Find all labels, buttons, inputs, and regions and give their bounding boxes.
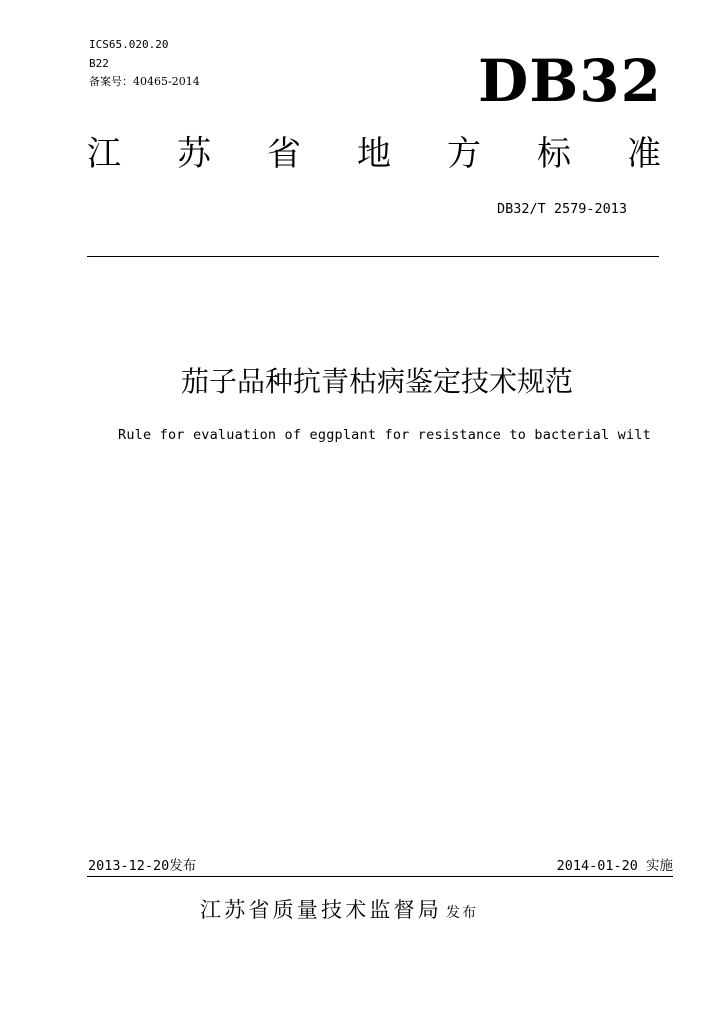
registration-label: 备案号： bbox=[89, 75, 133, 88]
standard-type-heading bbox=[87, 132, 661, 176]
title-chinese: 茄子品种抗青枯病鉴定技术规范 bbox=[180, 365, 573, 398]
bottom-divider bbox=[87, 876, 673, 877]
standard-type-char: 江 bbox=[87, 134, 121, 174]
classification-code: B22 bbox=[89, 57, 109, 70]
standard-type-char: 苏 bbox=[177, 134, 211, 174]
standard-type-char: 标 bbox=[537, 134, 571, 174]
implement-date bbox=[557, 857, 673, 875]
ics-code: ICS65.020.20 bbox=[89, 38, 169, 51]
publisher bbox=[200, 895, 478, 928]
registration-value: 40465-2014 bbox=[133, 75, 200, 88]
standard-type-char: 准 bbox=[627, 134, 661, 174]
implement-date-value: 2014-01-20 bbox=[556, 858, 638, 874]
standard-number: DB32/T 2579-2013 bbox=[496, 201, 627, 217]
registration-number bbox=[89, 75, 200, 89]
implement-date-label: 实施 bbox=[646, 858, 673, 874]
publisher-organization: 江苏省质量技术监督局 bbox=[200, 898, 442, 922]
standard-type-char: 地 bbox=[357, 134, 391, 174]
issue-date-value: 2013-12-20 bbox=[88, 858, 170, 874]
issue-date bbox=[88, 857, 196, 875]
issue-date-label: 发布 bbox=[169, 858, 197, 874]
top-divider bbox=[87, 256, 659, 257]
publisher-action: 发布 bbox=[446, 905, 478, 921]
standard-type-char: 省 bbox=[267, 134, 301, 174]
standard-code-logo: DB32 bbox=[477, 47, 662, 115]
title-english: Rule for evaluation of eggplant for resistance to bacterial wilt bbox=[118, 427, 651, 443]
standard-type-char: 方 bbox=[447, 134, 481, 174]
